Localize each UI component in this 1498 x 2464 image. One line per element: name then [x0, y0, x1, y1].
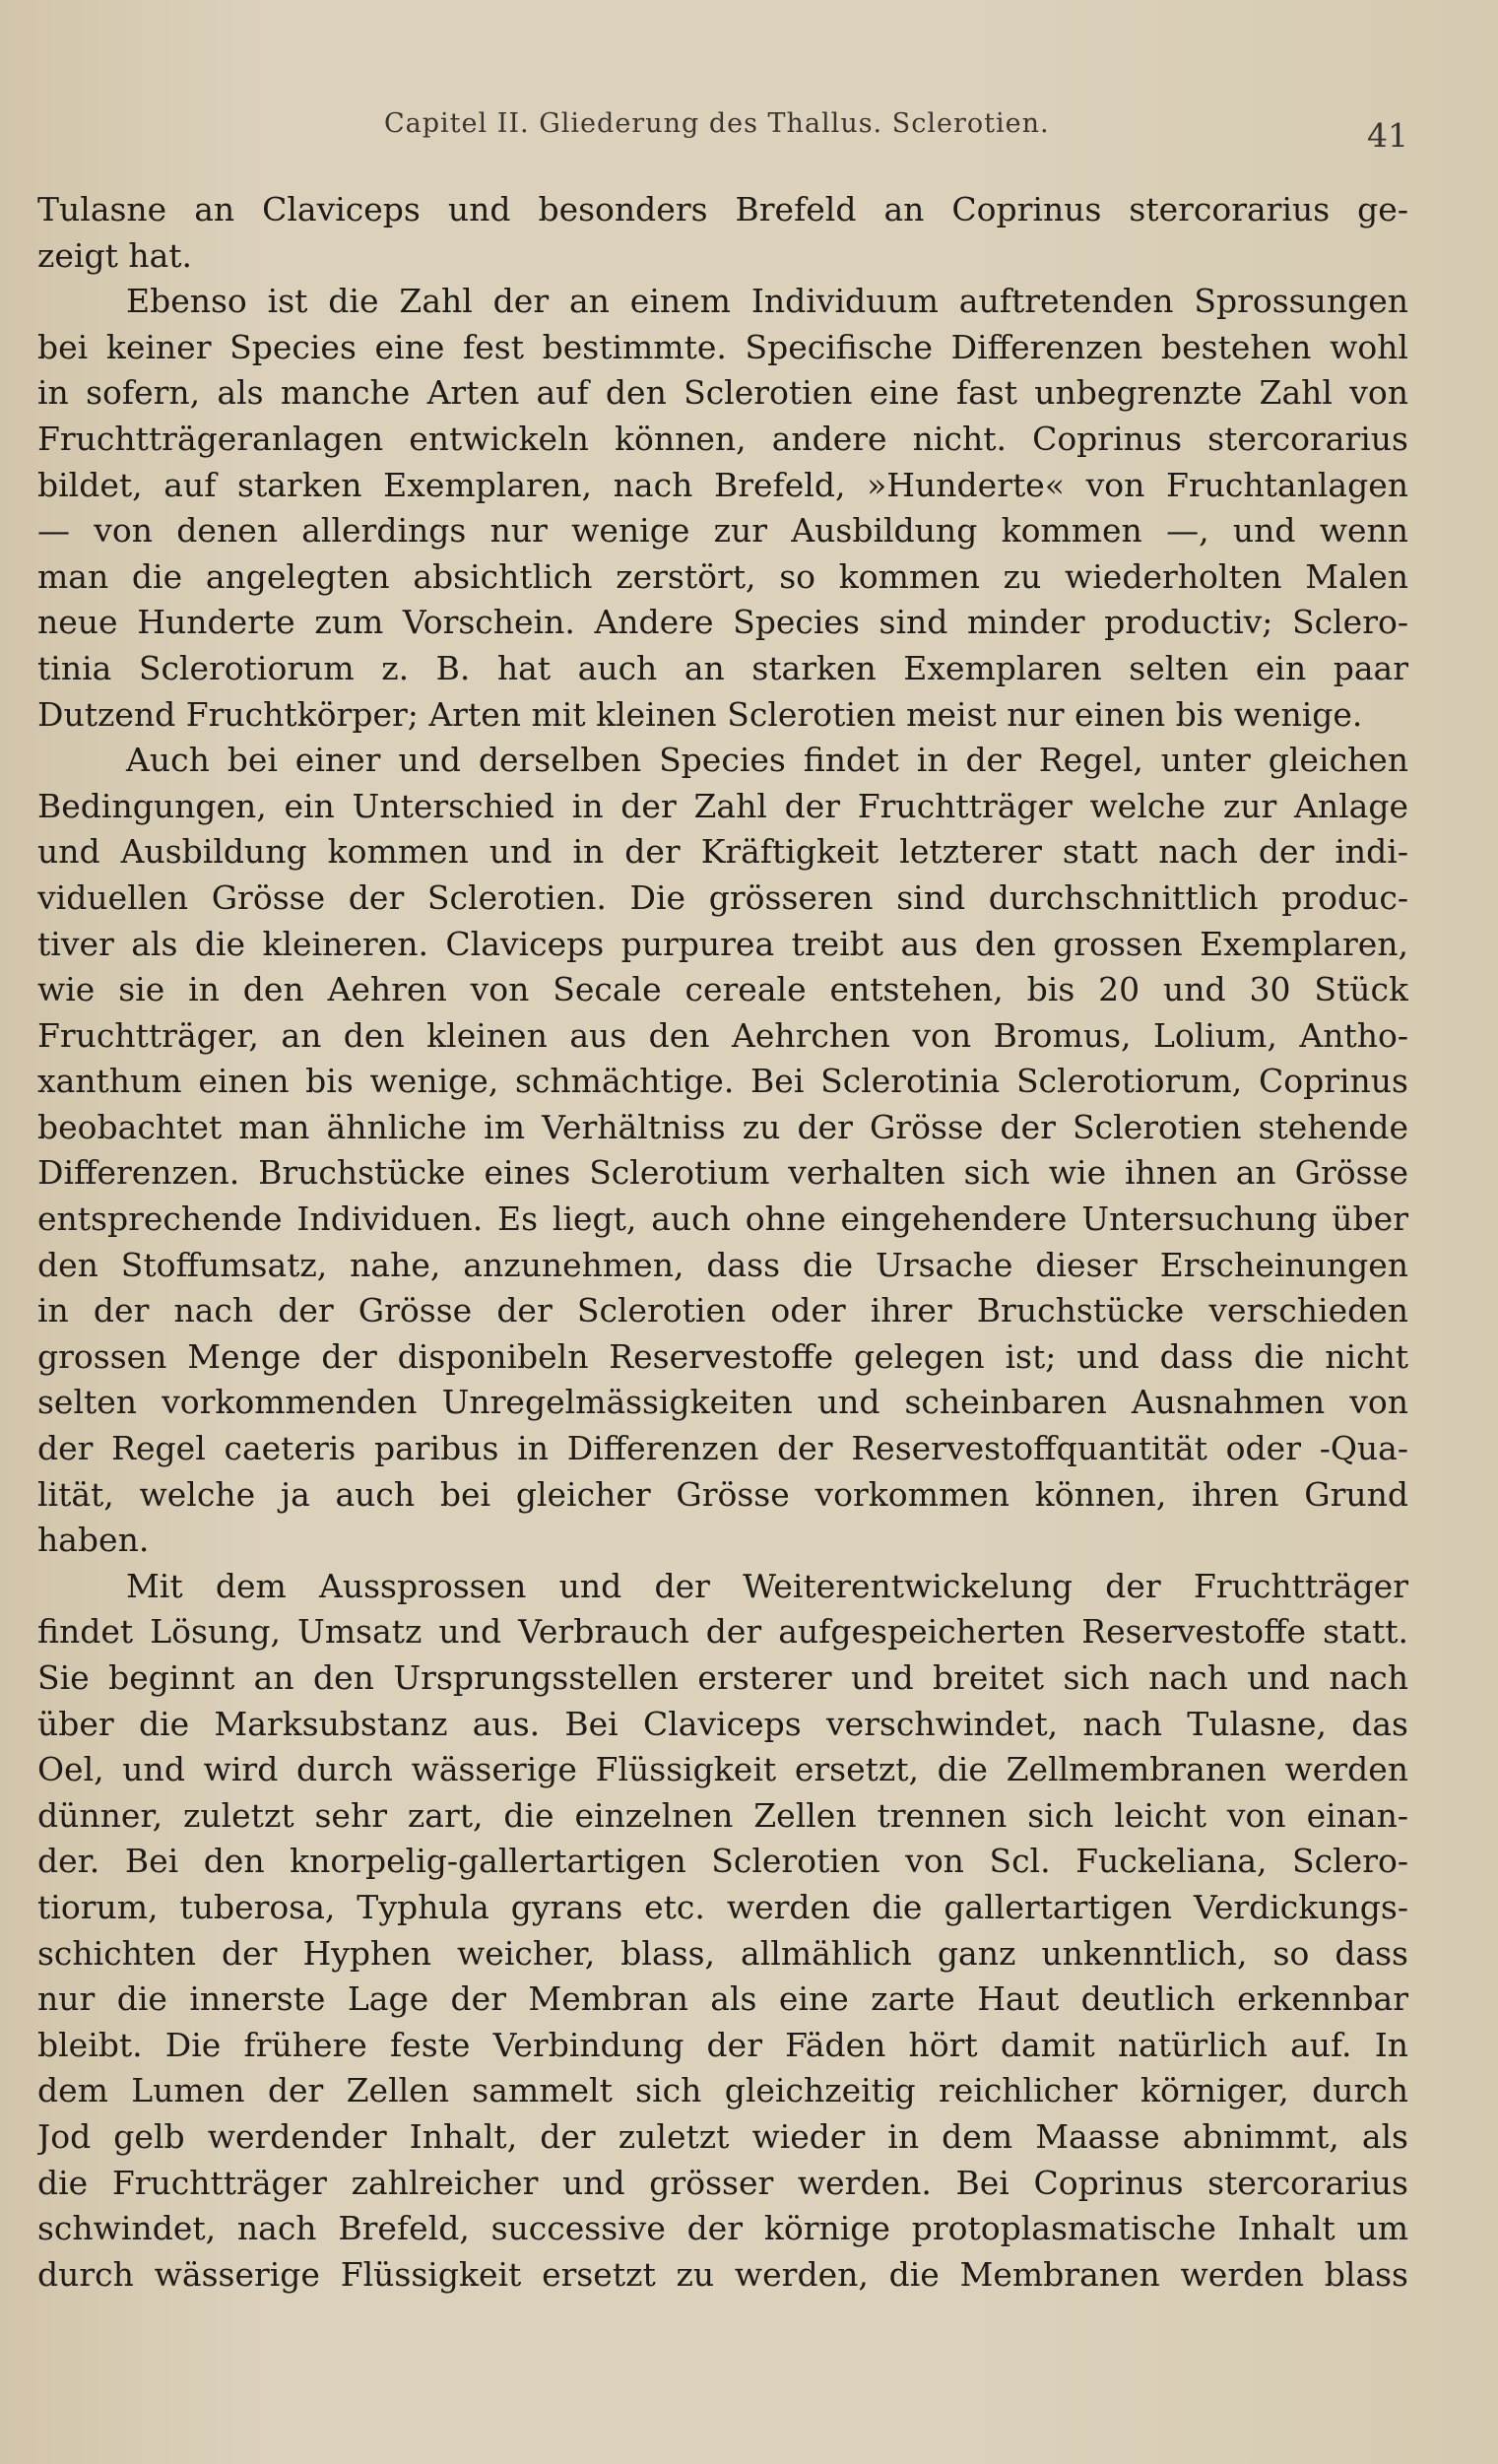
text-line: über die Marksubstanz aus. Bei Claviceps verschwindet, nach Tulasne, das	[37, 1704, 1408, 1743]
text-line: und Ausbildung kommen und in der Kräftigkeit letzterer statt nach der indi-	[37, 832, 1408, 872]
text-line: xanthum einen bis wenige, schmächtige. Bei Sclerotinia Sclerotiorum, Coprinus	[37, 1062, 1408, 1101]
text-line: Fruchtträger, an den kleinen aus den Aehrchen von Bromus, Lolium, Antho-	[37, 1015, 1408, 1055]
text-line: der Regel caeteris paribus in Differenzen der Reservestoffquantität oder -Qua-	[37, 1429, 1408, 1468]
text-line: tinia Sclerotiorum z. B. hat auch an starken Exemplaren selten ein paar	[37, 648, 1408, 687]
text-line: die Fruchtträger zahlreicher und grösser werden. Bei Coprinus stercorarius	[37, 2163, 1408, 2202]
text-line: haben.	[37, 1521, 150, 1560]
text-line: bei keiner Species eine fest bestimmte. Specifische Differenzen bestehen wohl	[37, 327, 1408, 366]
text-line: beobachtet man ähnliche im Verhältniss zu der Grösse der Sclerotien stehende	[37, 1107, 1408, 1146]
text-line: Mit dem Aussprossen und der Weiterentwickelung der Fruchtträger	[126, 1566, 1408, 1605]
text-line: neue Hunderte zum Vorschein. Andere Species sind minder productiv; Sclero-	[37, 603, 1408, 642]
text-line: Jod gelb werdender Inhalt, der zuletzt wieder in dem Maasse abnimmt, als	[37, 2116, 1408, 2156]
text-line: Fruchtträgeranlagen entwickeln können, andere nicht. Coprinus stercorarius	[37, 419, 1408, 458]
text-line: Sie beginnt an den Ursprungsstellen ersterer und breitet sich nach und nach	[37, 1658, 1408, 1697]
text-line: tiver als die kleineren. Claviceps purpurea treibt aus den grossen Exemplaren,	[37, 924, 1408, 963]
text-line: Differenzen. Bruchstücke eines Sclerotium verhalten sich wie ihnen an Grösse	[37, 1153, 1408, 1193]
text-line: dünner, zuletzt sehr zart, die einzelnen Zellen trennen sich leicht von einan-	[37, 1795, 1408, 1835]
page-header	[0, 108, 1498, 155]
text-line: Dutzend Fruchtkörper; Arten mit kleinen Sclerotien meist nur einen bis wenige.	[37, 694, 1363, 734]
text-line: den Stoffumsatz, nahe, anzunehmen, dass die Ursache dieser Erscheinungen	[37, 1245, 1408, 1284]
text-line: lität, welche ja auch bei gleicher Grösse vorkommen können, ihren Grund	[37, 1474, 1408, 1514]
text-line: bleibt. Die frühere feste Verbindung der Fäden hört damit natürlich auf. In	[37, 2025, 1408, 2064]
text-line: dem Lumen der Zellen sammelt sich gleichzeitig reichlicher körniger, durch	[37, 2071, 1408, 2110]
text-line: wie sie in den Aehren von Secale cereale entstehen, bis 20 und 30 Stück	[37, 970, 1408, 1009]
text-line: entsprechende Individuen. Es liegt, auch ohne eingehendere Untersuchung über	[37, 1200, 1408, 1239]
text-line: in sofern, als manche Arten auf den Sclerotien eine fast unbegrenzte Zahl von	[37, 373, 1408, 413]
text-line: schwindet, nach Brefeld, successive der körnige protoplasmatische Inhalt um	[37, 2209, 1408, 2248]
text-line: Bedingungen, ein Unterschied in der Zahl der Fruchtträger welche zur Anlage	[37, 786, 1408, 825]
running-head: Capitel II. Gliederung des Thallus. Sclerotien.	[384, 108, 1050, 139]
text-line: viduellen Grösse der Sclerotien. Die grösseren sind durchschnittlich produc-	[37, 877, 1408, 917]
text-line: tiorum, tuberosa, Typhula gyrans etc. werden die gallertartigen Verdickungs-	[37, 1887, 1408, 1926]
page-number: 41	[1367, 116, 1408, 155]
text-line: der. Bei den knorpelig-gallertartigen Sclerotien von Scl. Fuckeliana, Sclero-	[37, 1842, 1408, 1881]
text-line: man die angelegten absichtlich zerstört, so kommen zu wiederholten Malen	[37, 556, 1408, 596]
text-line: Tulasne an Claviceps und besonders Brefeld an Coprinus stercorarius ge-	[37, 190, 1408, 228]
text-line: durch wässerige Flüssigkeit ersetzt zu werden, die Membranen werden blass	[37, 2254, 1408, 2294]
text-line: Oel, und wird durch wässerige Flüssigkeit ersetzt, die Zellmembranen werden	[37, 1750, 1408, 1789]
text-line: selten vorkommenden Unregelmässigkeiten und scheinbaren Ausnahmen von	[37, 1383, 1408, 1422]
text-line: nur die innerste Lage der Membran als eine zarte Haut deutlich erkennbar	[37, 1979, 1408, 2019]
text-line: findet Lösung, Umsatz und Verbrauch der aufgespeicherten Reservestoffe statt.	[37, 1612, 1408, 1652]
body-text	[37, 187, 1408, 2298]
text-line: grossen Menge der disponibeln Reservestoffe gelegen ist; und dass die nicht	[37, 1336, 1408, 1376]
text-line: schichten der Hyphen weicher, blass, allmählich ganz unkenntlich, so dass	[37, 1933, 1408, 1973]
text-line: bildet, auf starken Exemplaren, nach Brefeld, »Hunderte« von Fruchtanlagen	[37, 465, 1408, 504]
text-line: zeigt hat.	[37, 235, 193, 275]
text-line: Auch bei einer und derselben Species findet in der Regel, unter gleichen	[126, 741, 1408, 780]
text-line: Ebenso ist die Zahl der an einem Individuum auftretenden Sprossungen	[126, 282, 1408, 321]
text-line: in der nach der Grösse der Sclerotien oder ihrer Bruchstücke verschieden	[37, 1291, 1408, 1330]
text-line: — von denen allerdings nur wenige zur Ausbildung kommen —, und wenn	[37, 511, 1408, 551]
